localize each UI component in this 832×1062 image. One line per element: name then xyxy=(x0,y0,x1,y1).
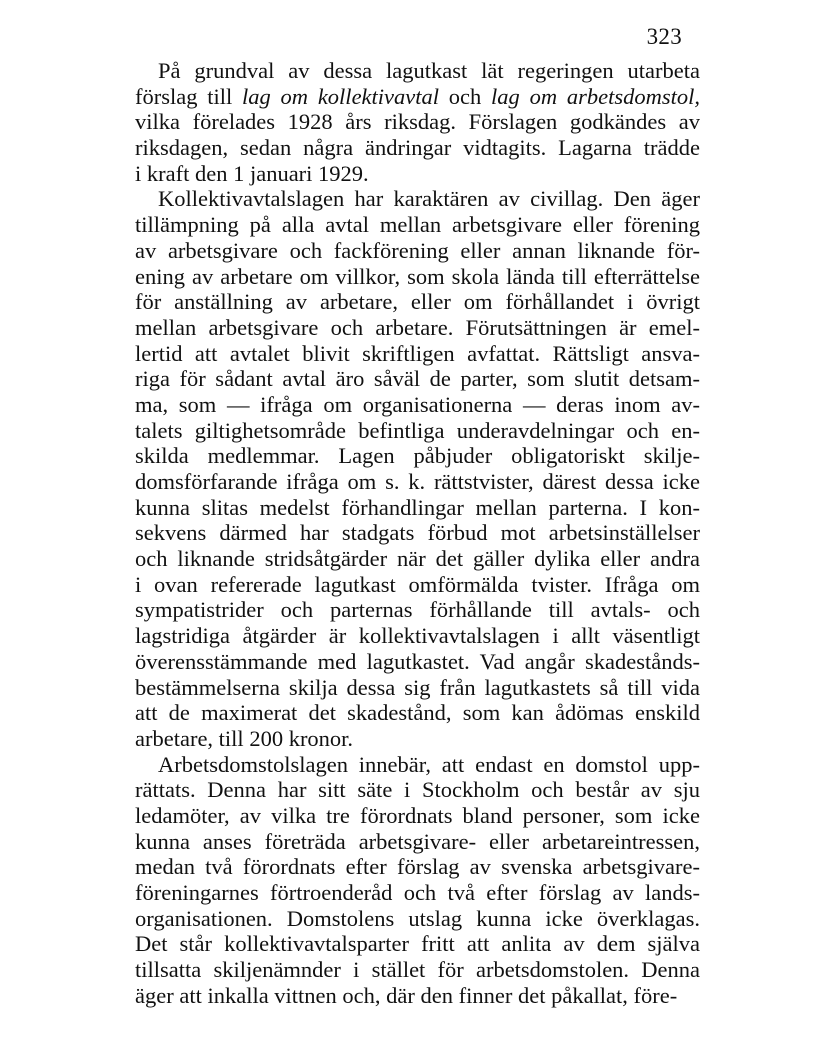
text-segment: av arbetsgivare och fackförening eller annan liknande för- xyxy=(135,237,700,263)
text-segment: och liknande stridsåtgärder när det gäller dylika eller andra xyxy=(135,546,700,572)
text-line xyxy=(135,675,700,701)
text-line xyxy=(135,957,700,983)
text-segment: skilda medlemmar. Lagen påbjuder obligatoriskt skilje- xyxy=(135,443,700,469)
text-segment: Arbetsdomstolslagen innebär, att endast en domstol upp- xyxy=(158,751,700,777)
text-segment: domsförfarande ifråga om s. k. rättstvister, därest dessa icke xyxy=(135,469,700,494)
text-segment: organisationen. Domstolens utslag kunna icke överklagas. xyxy=(135,905,700,931)
text-line xyxy=(135,752,700,778)
text-line xyxy=(135,264,700,290)
page-number: 323 xyxy=(646,24,682,49)
text-line xyxy=(135,161,700,187)
text-line xyxy=(135,84,700,110)
text-segment: rättats. Denna har sitt säte i Stockholm och består av sju xyxy=(135,777,700,803)
text-segment: Kollektivavtalslagen har karaktären av civillag. Den äger xyxy=(158,186,700,212)
text-line xyxy=(135,700,700,726)
text-line xyxy=(135,366,700,392)
body-text xyxy=(135,58,700,1008)
text-line xyxy=(135,572,700,598)
text-line xyxy=(135,649,700,675)
text-line xyxy=(135,777,700,803)
text-segment: Det står kollektivavtalsparter fritt att anlita av dem själva xyxy=(135,931,700,957)
text-line xyxy=(135,854,700,880)
text-segment: överensstämmande med lagutkastet. Vad angår skadestånds- xyxy=(135,648,700,674)
text-line xyxy=(135,443,700,469)
text-line xyxy=(135,726,700,752)
text-segment: vilka förelades 1928 års riksdag. Förslagen godkändes av xyxy=(135,109,700,135)
text-line xyxy=(135,597,700,623)
text-segment: talets giltighetsområde befintliga underavdelningar och en- xyxy=(135,417,700,443)
text-line xyxy=(135,418,700,444)
text-segment: ledamöter, av vilka tre förordnats bland personer, som icke xyxy=(135,802,700,828)
text-line xyxy=(135,238,700,264)
text-segment: sympatistrider och parternas förhållande till avtals- och xyxy=(135,597,700,623)
text-line xyxy=(135,58,700,84)
text-line xyxy=(135,135,700,161)
text-segment: äger att inkalla vittnen och, där den finner det påkallat, före- xyxy=(135,982,678,1008)
text-line xyxy=(135,186,700,212)
text-line xyxy=(135,469,700,495)
text-segment: bestämmelserna skilja dessa sig från lagutkastets så till vida xyxy=(135,674,700,700)
text-segment: ma, som — ifråga om organisationerna — deras inom av- xyxy=(135,391,700,417)
text-segment: och xyxy=(439,83,492,109)
text-segment: kunna anses företräda arbetsgivare- eller arbetareintressen, xyxy=(135,828,700,854)
text-segment: för anställning av arbetare, eller om förhållandet i övrigt xyxy=(135,289,700,315)
text-line xyxy=(135,315,700,341)
text-line xyxy=(135,906,700,932)
italic-law-title: lag om arbetsdomstol, xyxy=(491,83,700,109)
text-line xyxy=(135,623,700,649)
text-segment: arbetare, till 200 kronor. xyxy=(135,725,354,751)
text-line xyxy=(135,983,700,1009)
text-segment: medan två förordnats efter förslag av svenska arbetsgivare- xyxy=(135,854,700,880)
italic-law-title: lag om kollektivavtal xyxy=(242,83,440,109)
text-segment: mellan arbetsgivare och arbetare. Förutsättningen är emel- xyxy=(135,314,700,340)
text-segment: att de maximerat det skadestånd, som kan ådömas enskild xyxy=(135,700,700,726)
text-line xyxy=(135,289,700,315)
text-line xyxy=(135,880,700,906)
text-segment: På grundval av dessa lagutkast lät regeringen utarbeta xyxy=(158,58,700,83)
text-segment: tillsatta skiljenämnder i stället för arbetsdomstolen. Denna xyxy=(135,957,700,983)
text-line xyxy=(135,212,700,238)
text-segment: lertid att avtalet blivit skriftligen avfattat. Rättsligt ansva- xyxy=(135,340,700,366)
text-line xyxy=(135,109,700,135)
text-line xyxy=(135,392,700,418)
text-line xyxy=(135,495,700,521)
text-segment: riksdagen, sedan några ändringar vidtagits. Lagarna trädde xyxy=(135,135,700,161)
text-line xyxy=(135,520,700,546)
text-line xyxy=(135,341,700,367)
text-segment: föreningarnes förtroenderåd och två efter förslag av lands- xyxy=(135,880,700,905)
text-segment: förslag till xyxy=(135,83,243,109)
text-segment: kunna slitas medelst förhandlingar mellan parterna. I kon- xyxy=(135,494,700,520)
text-line xyxy=(135,931,700,957)
text-line xyxy=(135,546,700,572)
text-segment: tillämpning på alla avtal mellan arbetsgivare eller förening xyxy=(135,212,700,238)
text-segment: i kraft den 1 januari 1929. xyxy=(135,160,369,186)
text-segment: ening av arbetare om villkor, som skola lända till efterrättelse xyxy=(135,263,700,289)
text-line xyxy=(135,803,700,829)
text-segment: lagstridiga åtgärder är kollektivavtalslagen i allt väsentligt xyxy=(135,623,700,649)
text-segment: riga för sådant avtal äro såväl de parter, som slutit detsam- xyxy=(135,366,700,392)
text-segment: sekvens därmed har stadgats förbud mot arbetsinställelser xyxy=(135,520,700,546)
text-line xyxy=(135,829,700,855)
text-segment: i ovan refererade lagutkast omförmälda tvister. Ifråga om xyxy=(135,571,700,597)
